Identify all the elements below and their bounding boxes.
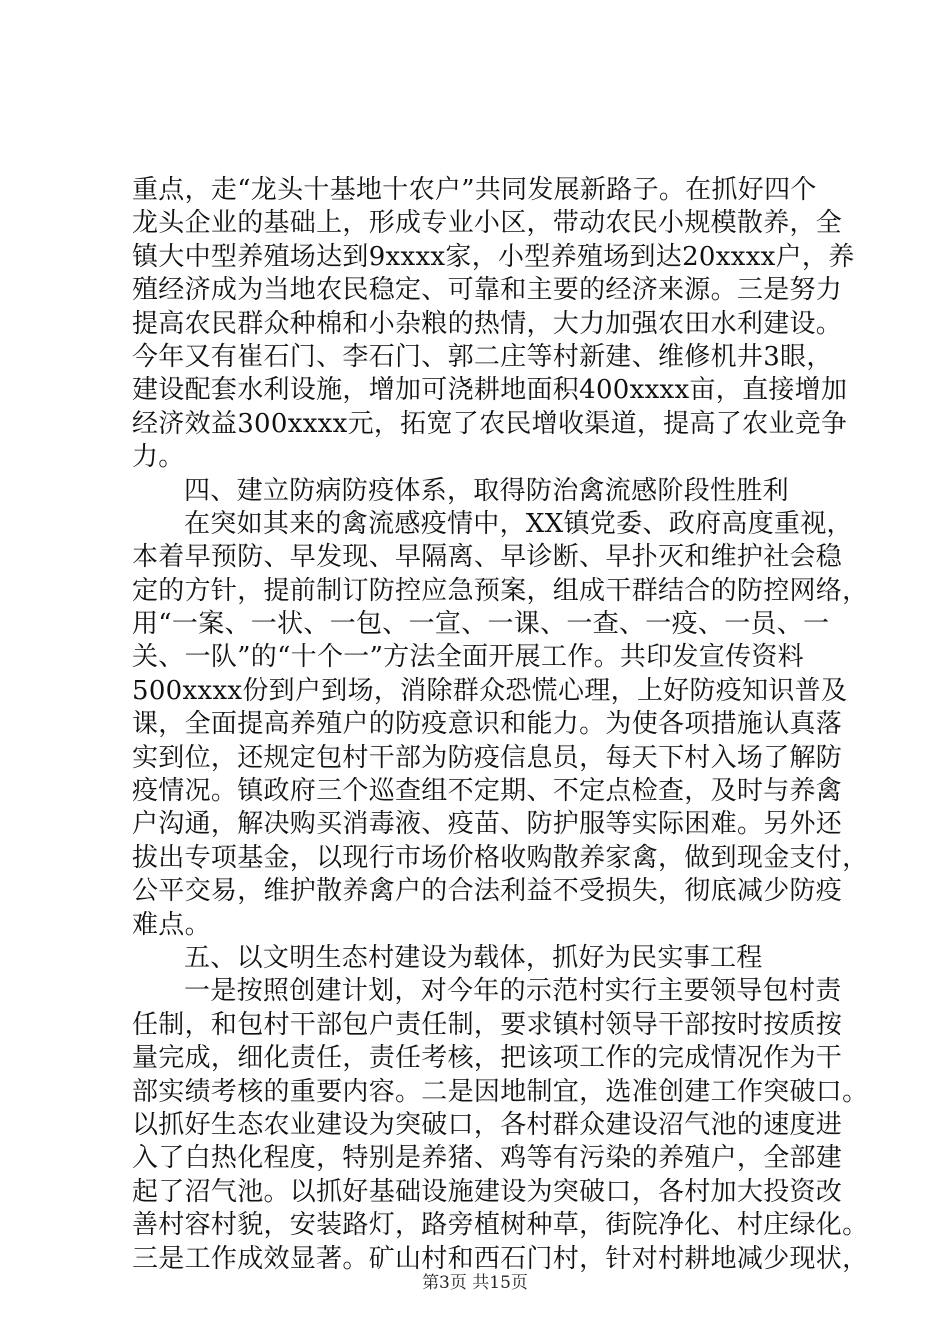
text-line: 关、一队”的“十个一”方法全面开展工作。共印发宣传资料 [132,642,804,673]
text-line: 一是按照创建计划，对今年的示范村实行主要领导包村责 [184,976,842,1007]
text-line: 实到位，还规定包村干部为防疫信息员，每天下村入场了解防 [132,742,843,773]
text-line: 课，全面提高养殖户的防疫意识和能力。为使各项措施认真落 [132,709,843,740]
text-line: 镇大中型养殖场达到9xxxx家，小型养殖场到达20xxxx户，养 [132,241,855,272]
text-line: 三是工作成效显著。矿山村和西石门村，针对村耕地减少现状， [132,1243,869,1274]
text-line: 定的方针，提前制订防控应急预案，组成干群结合的防控网络， [132,575,869,606]
text-line: 力。 [132,442,185,473]
text-line: 任制，和包村干部包户责任制，要求镇村领导干部按时按质按 [132,1009,843,1040]
text-line: 疫情况。镇政府三个巡查组不定期、不定点检查，及时与养禽 [132,776,843,807]
text-line: 部实绩考核的重要内容。二是因地制宜，选准创建工作突破口。 [132,1076,869,1107]
text-line: 今年又有崔石门、李石门、郭二庄等村新建、维修机井3眼， [132,341,833,372]
text-line: 户沟通，解决购买消毒液、疫苗、防护服等实际困难。另外还 [132,809,843,840]
text-line: 重点，走“龙头十基地十农户”共同发展新路子。在抓好四个 [132,175,817,205]
text-line: 在突如其来的禽流感疫情中，XX镇党委、政府高度重视， [184,508,853,539]
text-line: 提高农民群众种棉和小杂粮的热情，大力加强农田水利建设。 [132,308,843,339]
text-line: 本着早预防、早发现、早隔离、早诊断、早扑灭和维护社会稳 [132,542,843,573]
text-line: 用“一案、一状、一包、一宣、一课、一查、一疫、一员、一 [132,609,830,640]
text-line: 拔出专项基金，以现行市场价格收购散养家禽，做到现金支付， [132,842,869,873]
text-line: 难点。 [132,909,211,940]
text-line: 500xxxx份到户到场，消除群众恐慌心理，上好防疫知识普及 [132,675,848,706]
text-line: 入了白热化程度，特别是养猪、鸡等有污染的养殖户，全部建 [132,1143,843,1174]
text-line: 公平交易，维护散养禽户的合法利益不受损失，彻底减少防疫 [132,876,843,907]
text-line: 善村容村貌，安装路灯，路旁植树种草，街院净化、村庄绿化。 [132,1210,869,1241]
text-line: 殖经济成为当地农民稳定、可靠和主要的经济来源。三是努力 [132,275,843,306]
body-text [132,174,869,1276]
text-line: 建设配套水利设施，增加可浇耕地面积400xxxx亩，直接增加 [132,375,848,406]
text-line: 龙头企业的基础上，形成专业小区，带动农民小规模散养，全 [132,208,843,239]
text-line: 起了沼气池。以抓好基础设施建设为突破口，各村加大投资改 [132,1176,843,1207]
text-line: 经济效益300xxxx元，拓宽了农民增收渠道，提高了农业竞争 [132,408,848,439]
section-heading: 四、建立防病防疫体系，取得防治禽流感阶段性胜利 [184,475,789,506]
text-line: 以抓好生态农业建设为突破口，各村群众建设沼气池的速度进 [132,1109,843,1140]
text-line: 量完成，细化责任，责任考核，把该项工作的完成情况作为干 [132,1043,843,1074]
page-number-footer: 第3页 共15页 [422,1273,528,1293]
section-heading: 五、以文明生态村建设为载体，抓好为民实事工程 [184,942,763,973]
